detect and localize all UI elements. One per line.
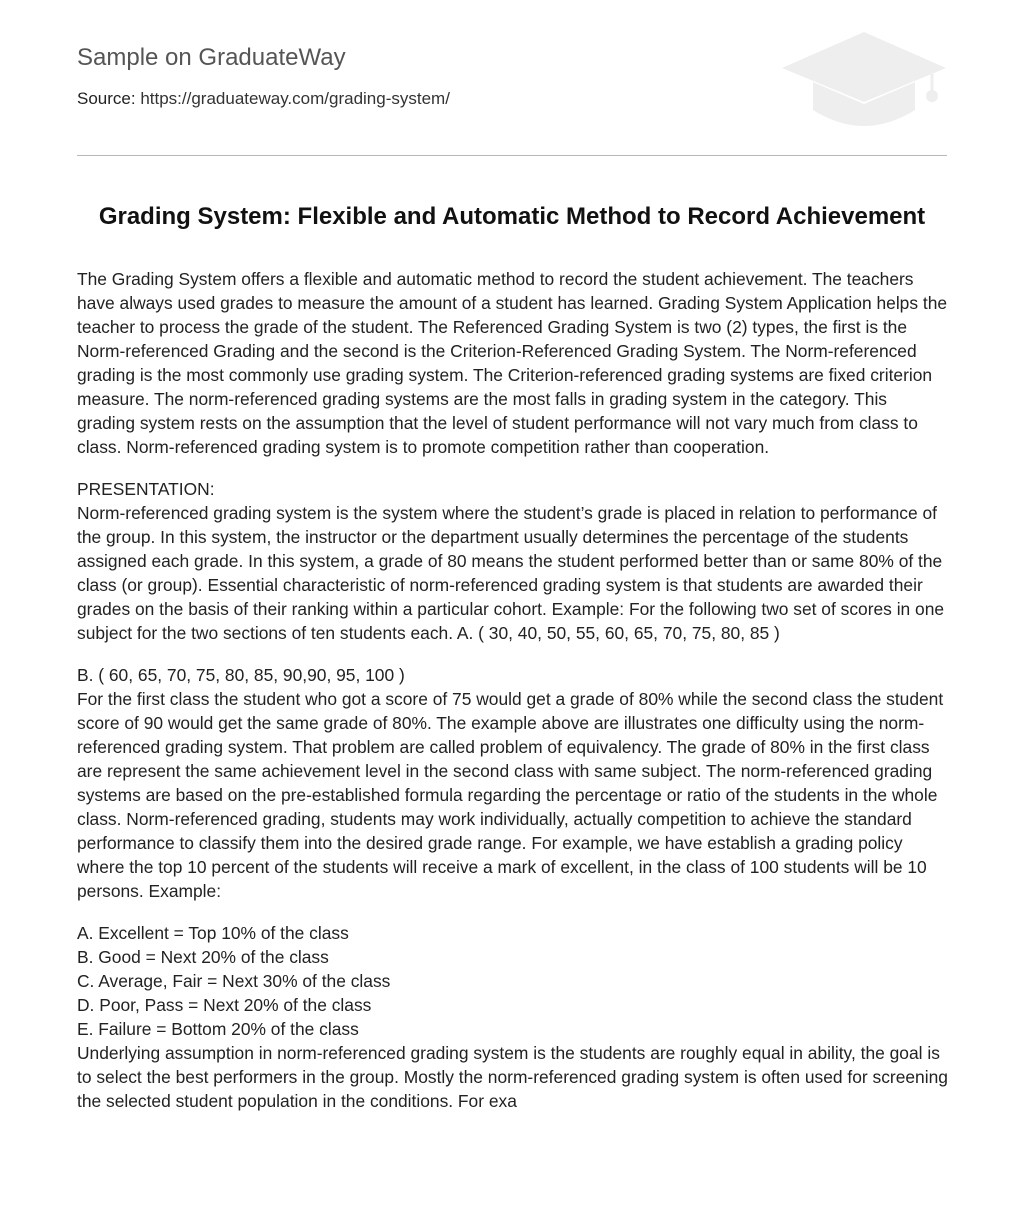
paragraph-norm-referenced: Norm-referenced grading system is the system where the student’s grade is placed in relation to performance of the group. In this system, the instructor or the department usually determines the percentage of the students assigned each grade. In this system, a grade of 80 means the student performed better than or same 80% of the class (or group). Essential characteristic of norm-referenced grading system is that students are awarded their grades on the basis of their ranking within a particular cohort. Example: For the following two set of scores in one subject for the two sections of ten students each. A. ( 30, 40, 50, 55, 60, 65, 70, 75, 80, 85 ): [77, 503, 945, 643]
list-item: A. Excellent = Top 10% of the class: [77, 923, 349, 943]
paragraph-equivalency: For the first class the student who got a score of 75 would get a grade of 80% while the second class the student score of 90 would get the same grade of 80%. The example above are illustrates one difficulty using the norm-referenced grading system. That problem are called problem of equivalency. The grade of 80% in the first class are represent the same achievement level in the second class with same subject. The norm-referenced grading systems are based on the pre-established formula regarding the percentage or ratio of the students in the whole class. Norm-referenced grading, students may work individually, actually competition to achieve the standard performance to classify them into the desired grade range. For example, we have establish a grading policy where the top 10 percent of the students will receive a mark of excellent, in the class of 100 students will be 10 persons. Example:: [77, 689, 944, 901]
document-title: Grading System: Flexible and Automatic Method to Record Achievement: [98, 203, 926, 230]
site-title: Sample on GraduateWay: [77, 44, 346, 71]
paragraph-intro: The Grading System offers a flexible and automatic method to record the student achievement. The teachers have always used grades to measure the amount of a student has learned. Grading System Application helps the teacher to process the grade of the student. The Referenced Grading System is two (2) types, the first is the Norm-referenced Grading and the second is the Criterion-Referenced Grading System. The Norm-referenced grading is the most commonly use grading system. The Criterion-referenced grading systems are fixed criterion measure. The norm-referenced grading systems are the most falls in grading system in the category. This grading system rests on the assumption that the level of student performance will not vary much from class to class. Norm-referenced grading system is to promote competition rather than cooperation.: [77, 269, 948, 457]
list-item: B. Good = Next 20% of the class: [77, 947, 329, 967]
list-item: D. Poor, Pass = Next 20% of the class: [77, 995, 372, 1015]
source-line: [77, 89, 450, 109]
presentation-heading: PRESENTATION:: [77, 479, 215, 499]
list-item: C. Average, Fair = Next 30% of the class: [77, 971, 391, 991]
source-label: Source:: [77, 89, 136, 108]
header-divider: [77, 155, 947, 156]
grade-list: [77, 921, 949, 1041]
graduation-cap-icon: [780, 30, 948, 134]
page-header: [77, 0, 947, 156]
document-body: [77, 267, 949, 1113]
scores-set-b: B. ( 60, 65, 70, 75, 80, 85, 90,90, 95, 100 ): [77, 665, 405, 685]
source-link[interactable]: https://graduateway.com/grading-system/: [140, 89, 450, 108]
paragraph-assumption: Underlying assumption in norm-referenced grading system is the students are roughly equal in ability, the goal is to select the best performers in the group. Mostly the norm-referenced grading system is often used for screening the selected student population in the conditions. For exa: [77, 1043, 948, 1111]
list-item: E. Failure = Bottom 20% of the class: [77, 1019, 359, 1039]
